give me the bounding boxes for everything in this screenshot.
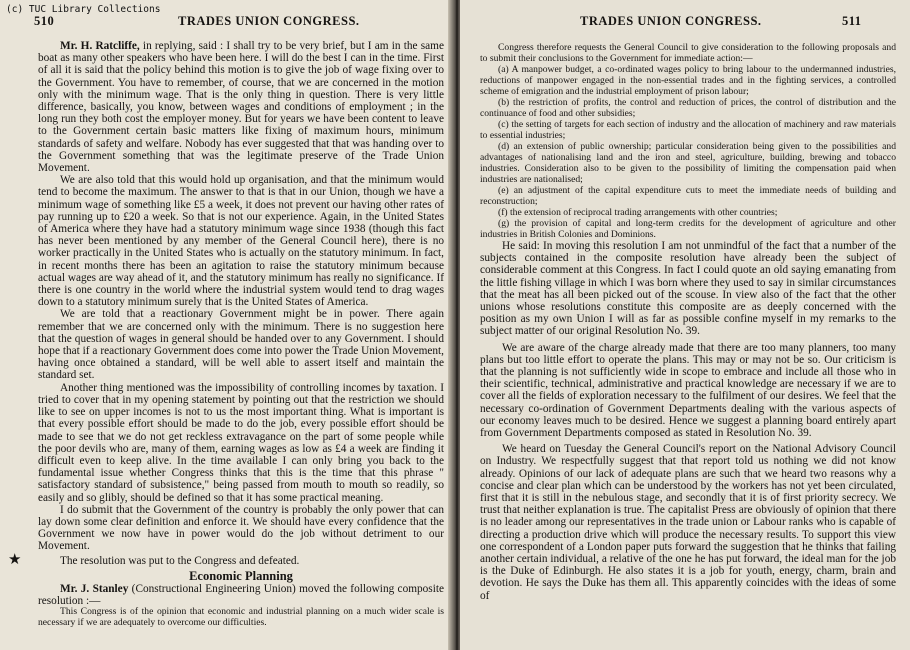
speaker-name: Mr. H. Ratcliffe, (60, 40, 140, 52)
paragraph: We are aware of the charge already made that there are too many planners, too many plans but too little effort to operate the plans. This may or may not be so. Our criticism is that the planning is not sufficiently wide in scope to embrace and include all those who in their scientific, technical, administrative and practical knowledge are necessary if we are to cover all the fields of exploration necessary to the fulfilment of our desires. We feel that the necessary co-ordination of Government Departments dealing with the various aspects of our economy leaves much to be desired. Hence we suggest a planning board entirely apart from Government Departments composed as stated in Resolution No. 39. (480, 341, 896, 440)
right-body-text (480, 42, 896, 602)
proposal-item: (b) the restriction of profits, the control and reduction of prices, the control of distribution and the continuance of food and other subsidies; (480, 97, 896, 119)
paragraph: He said: In moving this resolution I am not unmindful of the fact that a number of the subjects contained in the composite resolution have already been the subject of considerable comment at this Congress. In fact I could quote an old saying emanating from the little fishing village in which I was born where they used to say in similar circumstances that the meat has all been picked out of the scouse. In view also of the fact that the other unions whose resolutions constitute this composite are as deeply concerned with the position as my own Union I will as far as possible confine myself in my remarks to the subject matter of our original Resolution No. 39. (480, 240, 896, 338)
proposal-item: (e) an adjustment of the capital expenditure cuts to meet the immediate needs of building and reconstruction; (480, 185, 896, 207)
paragraph (38, 583, 444, 607)
proposal-item: (c) the setting of targets for each section of industry and the allocation of machinery and raw materials to essential industries; (480, 119, 896, 141)
section-heading: Economic Planning (189, 568, 293, 583)
resolution-proposals (480, 42, 896, 240)
page-number: 510 (34, 14, 55, 28)
proposal-item: (f) the extension of reciprocal trading arrangements with other countries; (498, 207, 778, 218)
running-header: TRADES UNION CONGRESS. (580, 14, 762, 28)
proposal-item: (a) A manpower budget, a co-ordinated wages policy to bring labour to the undermanned industries, reductions of manpower engaged in the non-essential trades and in the fighting services, a controlled scheme of emigration and the industrial employment of prison labour; (480, 64, 896, 97)
speaker-name: Mr. J. Stanley (60, 582, 129, 595)
resolution-intro: Congress therefore requests the General Council to give consideration to the following proposals and to submit their conclusions to the Government for immediate action:— (480, 42, 896, 64)
paragraph: Another thing mentioned was the impossibility of controlling incomes by taxation. I tried to cover that in my opening statement by pointing out that the restriction we should like to see on upper incomes is not to us the most important thing. What is important is that every possible effort should be made to do the job, every possible effort should be made to see that we do not get reckless extravagance on the part of some people while the poor devils who are, many of them, earning wages as low as £4 a week are finding it difficult even to keep alive. In the time available I can only bring you back to the fundamental issue whether Congress thinks that this is the time that this phrase " satisfactory standard of subsistence," being passed from mouth to mouth so readily, so easily and so glibly, should be defined so that it has some practical meaning. (38, 381, 444, 504)
paragraph: I do submit that the Government of the country is probably the only power that can lay down some clear definition and enforce it. We should have every confidence that the Government we now have in power would do the job without detriment to our Movement. (38, 503, 444, 553)
running-header: TRADES UNION CONGRESS. (178, 14, 360, 28)
left-body-text (8, 40, 444, 628)
result-text: The resolution was put to the Congress and defeated. (60, 554, 300, 567)
page-number: 511 (842, 14, 862, 28)
proposal-item: (g) the provision of capital and long-term credits for the development of agriculture and other industries in British Colonies and Dominions. (480, 218, 896, 240)
paragraph-text: in replying, said : I shall try to be very brief, but I am in the same boat as many other speakers who have been here. I will do the best I can in the time. First of all it is said that the policy behind this motion is to give the job of wage fixing over to the Government. You have to remember, of course, that we are concerned in the motion only with the minimum wage. That is the only thing in question. There is very little difference, basically, you know, between wages and conditions of employment ; in the long run they both cost the employer money. But for years we have been content to leave to the Government certain basic matters like fixing of maximum hours, minimum standards of safety and welfare. Nobody has ever suggested that that was handing over to the Government something that was the legitimate preserve of the Trade Union Movement. (38, 40, 444, 175)
paragraph-text: (Constructional Engineering Union) moved the following composite resolution :— (38, 582, 444, 608)
paragraph (38, 40, 444, 174)
paragraph: We are told that a reactionary Government might be in power. There again remember that we are concerned only with the minimum. There is no suggestion here that the question of wages in general should be handed over to any Government. I should hope that if a reactionary Government does come into power the Trade Union Movement, having once obtained a standard, will be well able to assert itself and maintain the standard set. (38, 308, 444, 382)
watermark: (c) TUC Library Collections (6, 4, 161, 15)
left-page (0, 0, 454, 650)
motion-text: This Congress is of the opinion that economic and industrial planning on a much wider scale is necessary if we are adequately to overcome our difficulties. (38, 606, 444, 628)
right-page (460, 0, 910, 650)
star-icon: ★ (8, 551, 22, 568)
paragraph: We heard on Tuesday the General Council's report on the National Advisory Council on Industry. We respectfully suggest that that report told us nothing we did not know already. Opinions of our lack of adequate plans are such that we heard two reasons why a concise and clear plan which can be understood by the workers has not yet been circulated, first that it is still in the nebulous stage, and secondly that it is of first priority secrecy. We trust that neither explanation is true. The capitalist Press are obviously of opinion that there is no leader among our representatives in the trade union or Labour ranks who is capable of directing a production drive which will produce the necessary results. To support this view one correspondent of a London paper puts forward the suggestion that he thinks that failing another certain individual, a relative of the one he has put forward, the ideal man for the job is the Duke of Edinburgh. He also states it is a job for youth, energy, charm, brain and devotion. He says the Duke has them all. This apparently coincides with the ideas of some of (480, 443, 896, 602)
proposal-item: (d) an extension of public ownership; particular consideration being given to the possibilities and advantages of nationalising land and the iron and steel, agriculture, building, brewing and tobacco industries. Consideration also to be given to the possibility of limiting the compensation paid when industries are nationalised; (480, 141, 896, 185)
paragraph: We are also told that this would hold up organisation, and that the minimum would tend to become the maximum. The answer to that is that in our Union, though we have a minimum wage of something like £5 a week, it does not prevent our having other rates of pay running up to £20 a week. So that is not our experience. Again, in the United States of America where they have had a statutory minimum wage since 1938 (though this fact has never been mentioned by any member of the General Council here), there is no worker practically in the United States who is actually on the statutory minimum. In fact, in recent months there has been an agitation to raise the statutory minimum because actual wages are way ahead of it, and the statutory minimum has really no significance. If there is one country in the world where the industrial system would tend to drag wages down to a statutory minimum surely that is the United States of America. (38, 174, 444, 309)
resolution-result (8, 551, 444, 568)
